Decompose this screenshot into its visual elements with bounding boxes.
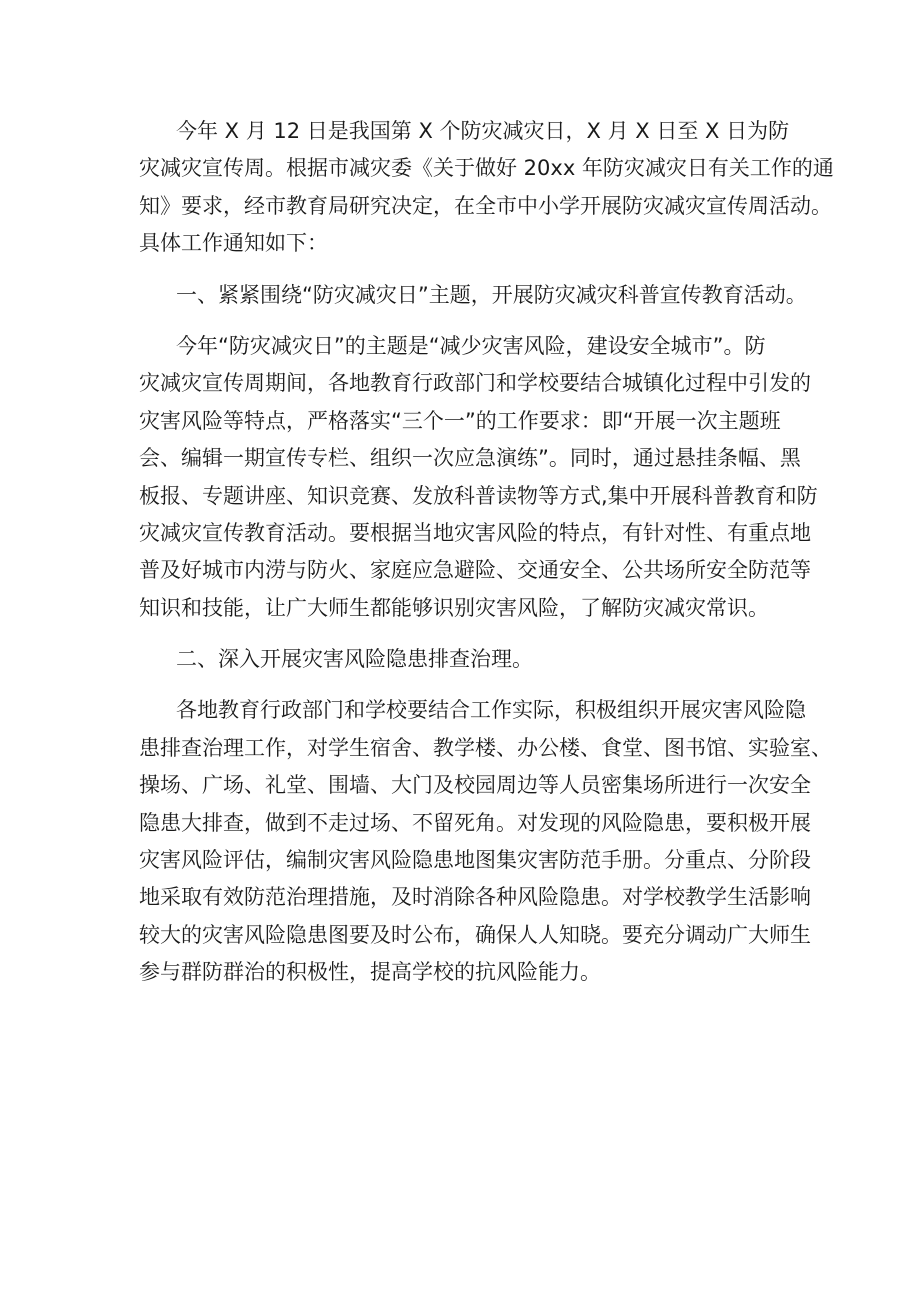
paragraph-line: 灾减灾宣传周期间，各地教育行政部门和学校要结合城镇化过程中引发的 (139, 371, 811, 396)
paragraph-line: 知》要求，经市教育局研究决定，在全市中小学开展防灾减灾宣传周活动。 (139, 193, 832, 218)
paragraph-line: 会、编辑一期宣传专栏、组织一次应急演练”。同时，通过悬挂条幅、黑 (139, 446, 801, 471)
paragraph-line: 较大的灾害风险隐患图要及时公布，确保人人知晓。要充分调动广大师生 (139, 922, 811, 947)
paragraph-line: 地采取有效防范治理措施，及时消除各种风险隐患。对学校教学生活影响 (139, 885, 811, 910)
paragraph-line: 操场、广场、礼堂、围墙、大门及校园周边等人员密集场所进行一次安全 (139, 773, 811, 798)
paragraph-line: 参与群防群治的积极性，提高学校的抗风险能力。 (139, 960, 601, 985)
paragraph-first-line: 今年 X 月 12 日是我国第 X 个防灾减灾日，X 月 X 日至 X 日为防 (176, 119, 790, 143)
paragraph-line: 灾减灾宣传教育活动。要根据当地灾害风险的特点，有针对性、有重点地 (139, 520, 811, 545)
paragraph-line: 灾减灾宣传周。根据市减灾委《关于做好 20xx 年防灾减灾日有关工作的通 (139, 156, 834, 181)
paragraph-line: 板报、专题讲座、知识竞赛、发放科普读物等方式,集中开展科普教育和防 (139, 483, 818, 508)
paragraph-line: 普及好城市内涝与防火、家庭应急避险、交通安全、公共场所安全防范等 (139, 558, 811, 583)
paragraph-first-line: 今年“防灾减灾日”的主题是“减少灾害风险，建设安全城市”。防 (176, 333, 766, 358)
paragraph-line: 知识和技能，让广大师生都能够识别灾害风险，了解防灾减灾常识。 (139, 595, 769, 620)
paragraph-first-line: 各地教育行政部门和学校要结合工作实际，积极组织开展灾害风险隐 (176, 698, 806, 723)
paragraph-line: 灾害风险等特点，严格落实“三个一”的工作要求：即“开展一次主题班 (139, 408, 781, 433)
paragraph-first-line: 二、深入开展灾害风险隐患排查治理。 (176, 647, 533, 672)
paragraph-first-line: 一、紧紧围绕“防灾减灾日”主题，开展防灾减灾科普宣传教育活动。 (176, 282, 807, 307)
document-body (139, 113, 834, 992)
paragraph-line: 患排查治理工作，对学生宿舍、教学楼、办公楼、食堂、图书馆、实验室、 (139, 735, 832, 760)
paragraph-line: 隐患大排查，做到不走过场、不留死角。对发现的风险隐患，要积极开展 (139, 810, 811, 835)
paragraph-line: 具体工作通知如下： (139, 231, 328, 256)
paragraph-line: 灾害风险评估，编制灾害风险隐患地图集灾害防范手册。分重点、分阶段 (139, 848, 811, 873)
